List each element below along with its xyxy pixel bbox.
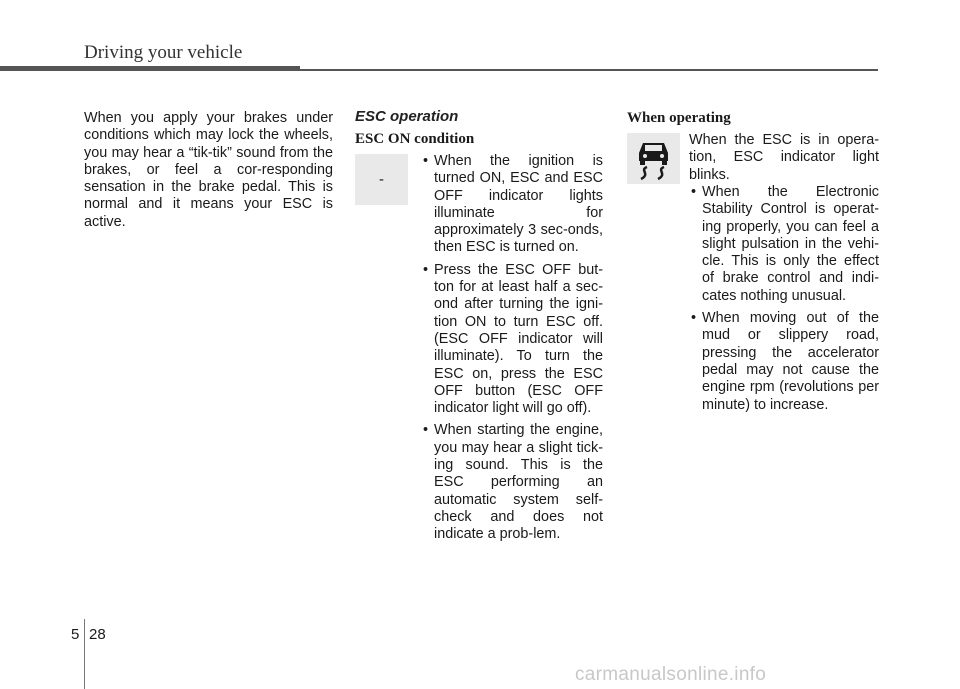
page-number: 28	[89, 626, 106, 643]
indicator-label: -	[379, 171, 384, 188]
watermark: carmanualsonline.info	[575, 664, 767, 685]
list-item: • Press the ESC OFF but-ton for at least half a sec-ond after turning the igni-tion ON to turn ESC off. (ESC OFF indicator will illuminate). To turn the ESC on, press the ESC OFF button (ESC OFF indicator light will go off).	[423, 261, 603, 417]
esc-on-subheading: ESC ON condition	[355, 131, 475, 147]
when-operating-bullet-list	[689, 184, 879, 419]
section-number: 5	[71, 626, 80, 643]
header-rule-thick	[0, 66, 300, 71]
list-item-text: Press the ESC OFF but-ton for at least half a sec-ond after turning the igni-tion ON to turn ESC off. (ESC OFF indicator will illuminate). To turn the ESC on, press the ESC OFF button (ESC OFF indicator light will go off).	[434, 261, 603, 417]
list-item: • When starting the engine, you may hear a slight tick-ing sound. This is the ESC performing an automatic system self-check and does not indicate a prob-lem.	[423, 422, 603, 543]
list-item: • When moving out of the mud or slippery road, pressing the accelerator pedal may not cause the engine rpm (revolutions per minute) to increase.	[691, 310, 879, 413]
footer-divider	[84, 619, 85, 689]
when-operating-intro: When the ESC is in opera-tion, ESC indicator light blinks.	[689, 132, 879, 183]
list-item-text: When starting the engine, you may hear a slight tick-ing sound. This is the ESC performing an automatic system self-check and does not indicate a prob-lem.	[434, 422, 603, 543]
list-item: • When the ignition is turned ON, ESC and ESC OFF indicator lights illuminate for approximately 3 sec-onds, then ESC is turned on.	[423, 153, 603, 256]
esc-indicator-icon	[627, 133, 680, 184]
when-operating-subheading: When operating	[627, 110, 731, 126]
list-item-text: When moving out of the mud or slippery road, pressing the accelerator pedal may not cause the engine rpm (revolutions per minute) to increase.	[702, 310, 879, 413]
brake-note-paragraph: When you apply your brakes under conditions which may lock the wheels, you may hear a “tik-tik” sound from the brakes, or feel a cor-responding sensation in the brake pedal. This is normal and it means your ESC is active.	[84, 110, 333, 230]
esc-off-indicator-image	[355, 154, 408, 205]
page-header-title: Driving your vehicle	[84, 42, 243, 63]
section-heading: ESC operation	[355, 108, 459, 125]
header-rule-thin	[300, 69, 878, 71]
list-item-text: When the Electronic Stability Control is operat-ing properly, you can feel a slight pulsation in the vehi-cle. This is only the effect of brake control and indi-cates nothing unusual.	[702, 184, 879, 304]
esc-on-bullet-list	[421, 153, 603, 549]
list-item-text: When the ignition is turned ON, ESC and ESC OFF indicator lights illuminate for approximately 3 sec-onds, then ESC is turned on.	[434, 153, 603, 256]
list-item: • When the Electronic Stability Control is operat-ing properly, you can feel a slight pulsation in the vehi-cle. This is only the effect of brake control and indi-cates nothing unusual.	[691, 184, 879, 304]
